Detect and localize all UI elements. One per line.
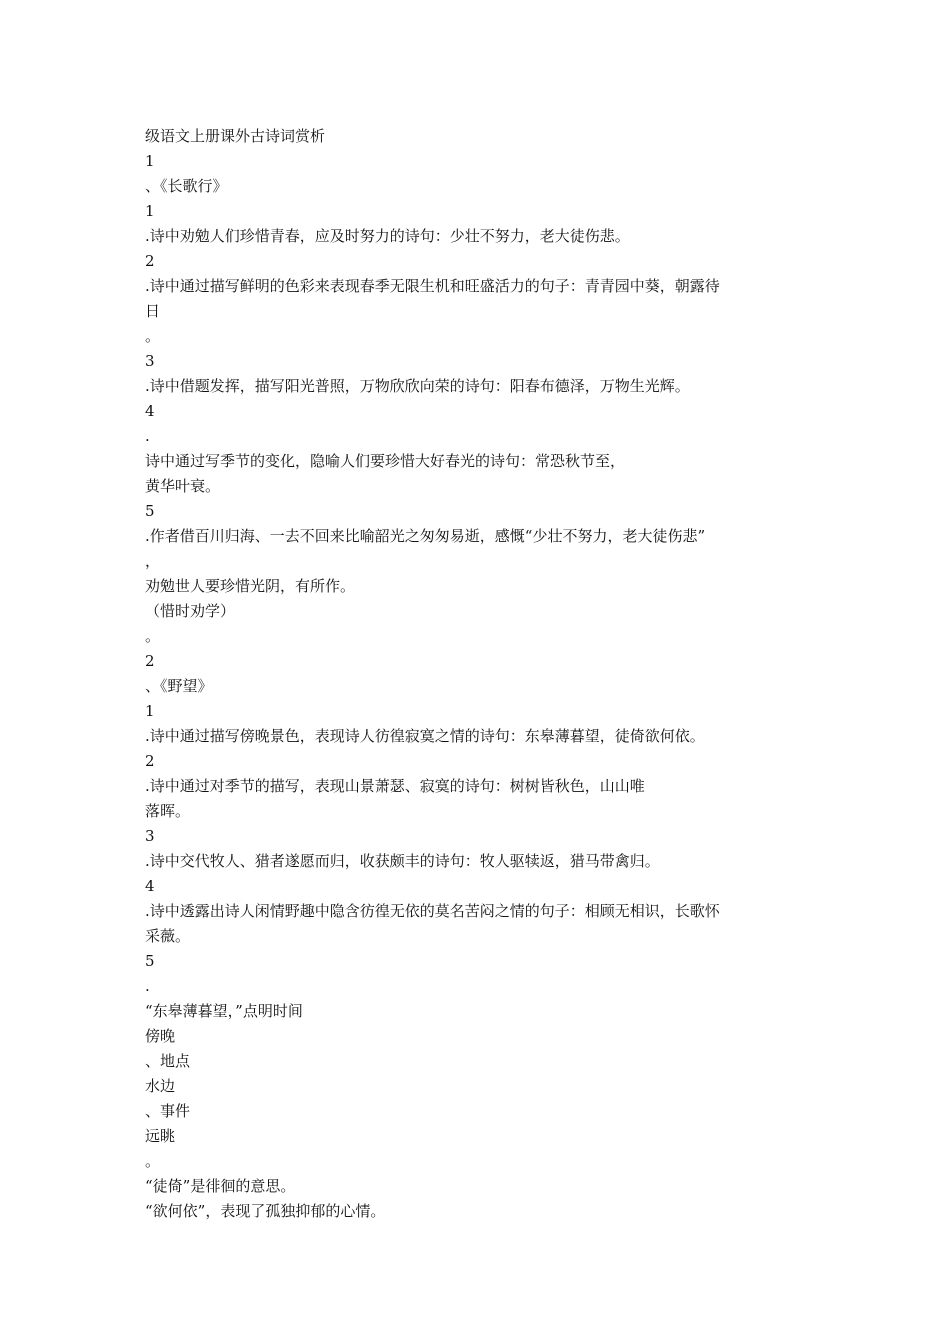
item-text: .诗中通过描写鲜明的色彩来表现春季无限生机和旺盛活力的句子：青青园中葵，朝露待: [145, 277, 720, 295]
item-number: 2: [145, 752, 155, 770]
punctuation-line: 。: [145, 327, 161, 345]
item-text-continued: 傍晚: [145, 1027, 176, 1045]
punctuation-line: 。: [145, 1152, 161, 1170]
item-number: 3: [145, 352, 155, 370]
item-text: “欲何依”，表现了孤独抑郁的心情。: [145, 1202, 386, 1220]
item-text: .诗中通过描写傍晚景色，表现诗人彷徨寂寞之情的诗句：东皋薄暮望，徒倚欲何依。: [145, 727, 705, 745]
item-text: “东皋薄暮望，”点明时间: [145, 1002, 303, 1020]
section-heading: 、《野望》: [145, 677, 213, 695]
section-number: 1: [145, 152, 155, 170]
item-text-continued: 水边: [145, 1077, 176, 1095]
item-text-continued: 黄华叶衰。: [145, 477, 221, 495]
section-number: 2: [145, 652, 155, 670]
item-text: .诗中交代牧人、猎者遂愿而归，收获颇丰的诗句：牧人驱犊返，猎马带禽归。: [145, 852, 660, 870]
item-text: .诗中透露出诗人闲情野趣中隐含彷徨无依的莫名苦闷之情的句子：相顾无相识，长歌怀: [145, 902, 720, 920]
item-text-continued: 劝勉世人要珍惜光阴，有所作。: [145, 577, 356, 595]
item-text-continued: （惜时劝学）: [145, 602, 236, 620]
item-number: 2: [145, 252, 155, 270]
item-number: 3: [145, 827, 155, 845]
item-text-continued: 、地点: [145, 1052, 191, 1070]
section-heading: 、《长歌行》: [145, 177, 228, 195]
item-text-continued: 日: [145, 302, 161, 320]
document-title: 级语文上册课外古诗词赏析: [145, 127, 326, 145]
item-text: 诗中通过写季节的变化，隐喻人们要珍惜大好春光的诗句：常恐秋节至，: [145, 452, 626, 470]
item-number: 4: [145, 877, 155, 895]
item-text: .诗中劝勉人们珍惜青春，应及时努力的诗句：少壮不努力，老大徒伤悲。: [145, 227, 630, 245]
item-text-continued: 、事件: [145, 1102, 191, 1120]
item-number: 5: [145, 952, 155, 970]
item-number: 1: [145, 702, 155, 720]
punctuation-line: ，: [145, 552, 161, 570]
item-text: .诗中借题发挥，描写阳光普照，万物欣欣向荣的诗句：阳春布德泽，万物生光辉。: [145, 377, 690, 395]
item-text: “徒倚”是徘徊的意思。: [145, 1177, 296, 1195]
punctuation-line: .: [145, 427, 150, 445]
item-text: .诗中通过对季节的描写，表现山景萧瑟、寂寞的诗句：树树皆秋色，山山唯: [145, 777, 645, 795]
item-number: 4: [145, 402, 155, 420]
item-number: 5: [145, 502, 155, 520]
punctuation-line: 。: [145, 627, 161, 645]
item-text-continued: 落晖。: [145, 802, 191, 820]
item-text-continued: 采薇。: [145, 927, 191, 945]
item-number: 1: [145, 202, 155, 220]
item-text-continued: 远眺: [145, 1127, 176, 1145]
punctuation-line: .: [145, 977, 150, 995]
document-body: [145, 124, 805, 1224]
item-text: .作者借百川归海、一去不回来比喻韶光之匆匆易逝，感慨“少壮不努力，老大徒伤悲”: [145, 527, 706, 545]
